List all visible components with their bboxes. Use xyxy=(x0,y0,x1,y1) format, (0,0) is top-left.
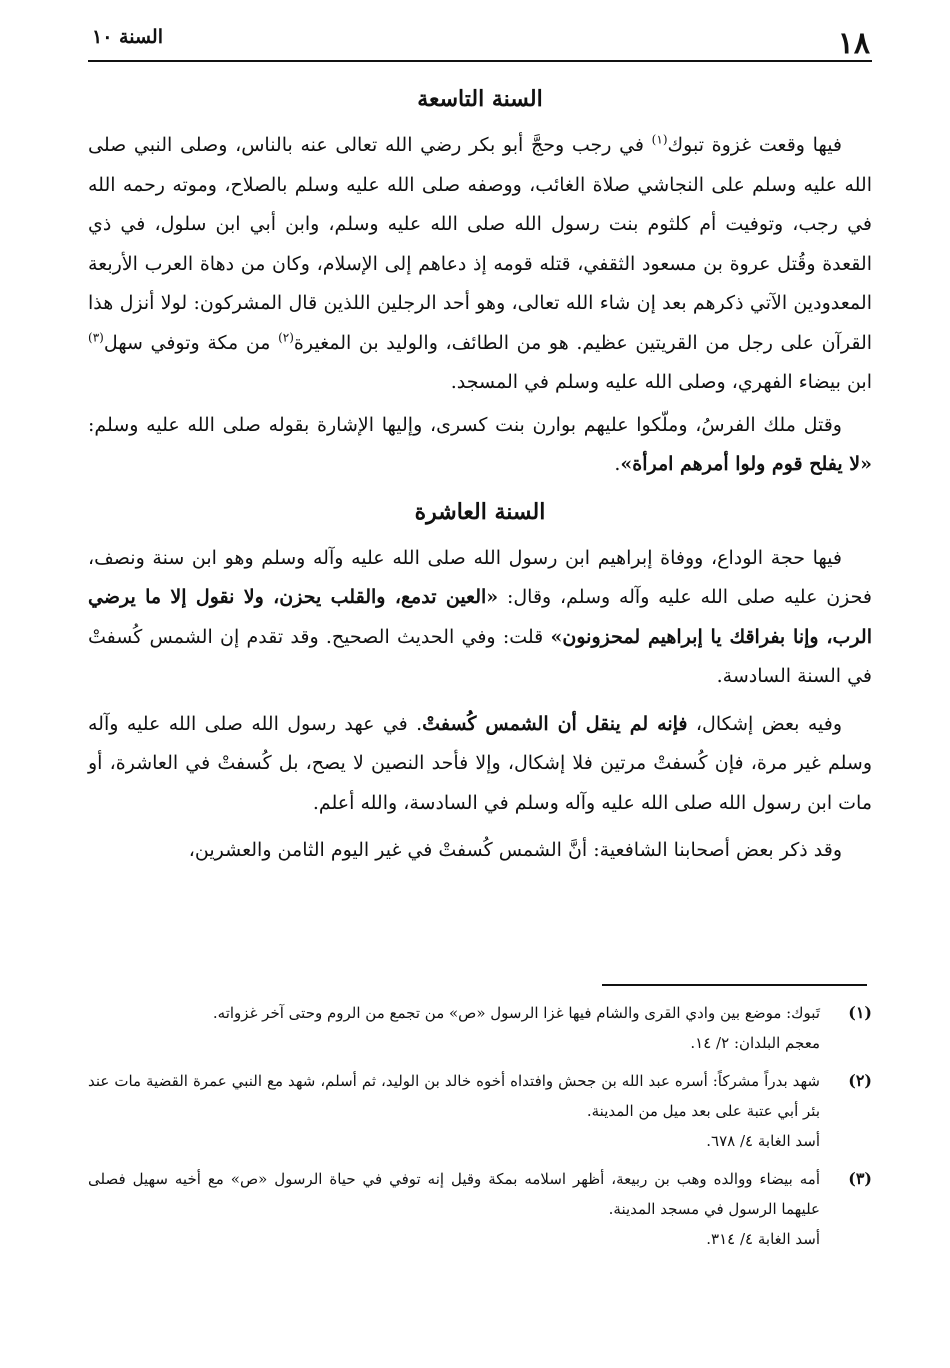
text-run: قلت: وفي الحديث الصحيح. وقد تقدم إن الشمس كُسفتْ في السنة السادسة. xyxy=(88,625,872,687)
footnote-number: (١) xyxy=(848,1003,872,1022)
footnote-source: أسد الغابة ٤/ ٣١٤. xyxy=(706,1230,820,1248)
text-run: من مكة وتوفي سهل xyxy=(103,331,279,354)
text-run: وفيه بعض إشكال، xyxy=(687,712,843,735)
footnote-source: معجم البلدان: ٢/ ١٤. xyxy=(690,1034,820,1052)
footnote-separator xyxy=(602,984,867,986)
running-title: السنة ١٠ xyxy=(92,26,163,48)
footnote-2 xyxy=(88,1066,872,1156)
text-run: ابن بيضاء الفهري، وصلى الله عليه وسلم في المسجد. xyxy=(450,371,872,393)
running-header xyxy=(88,18,872,62)
text-run: فيها وقعت غزوة تبوك xyxy=(667,134,843,156)
main-text xyxy=(88,82,872,874)
footnote-ref[interactable]: (١) xyxy=(651,132,668,147)
footnote-text: أمه بيضاء ووالده وهب بن ربيعة، أظهر اسلامه بمكة وقيل إنه توفي في حياة الرسول «ص» مع أخيه سهيل فصلى عليهما الرسول في مسجد المدينة. xyxy=(88,1170,820,1218)
footnote-source: أسد الغابة ٤/ ٦٧٨. xyxy=(706,1132,820,1150)
section-title-tenth-year: السنة العاشرة xyxy=(414,498,546,525)
paragraph xyxy=(88,406,872,485)
text-run: . xyxy=(614,453,621,475)
paragraph: وقد ذكر بعض أصحابنا الشافعية: أنَّ الشمس كُسفتْ في غير اليوم الثامن والعشرين، xyxy=(188,839,842,861)
hadith-quote: «العين تدمع، والقلب يحزن، ولا نقول إلا ما يرضي الرب، وإنا بفراقك يا إبراهيم لمحزونون» xyxy=(88,586,872,648)
footnotes xyxy=(88,998,872,1262)
page-number: ١٨ xyxy=(837,26,870,61)
text-run: في رجب وحجَّ أبو بكر رضي الله تعالى عنه بالناس، وصلى النبي صلى الله عليه وسلم على النجاشي صلاة الغائب، ووصفه صلى الله عليه وسلم بالصلاح، وموته رحمه الله في رجب، وتوفيت أم كلثوم بنت رسول الله صلى الله عليه وسلم، وابن أبي ابن سلول، في ذي القعدة وقُتل عروة بن مسعود الثقفي، قتله قومه إذ دعاهم إلى الإسلام، وكان من دهاة العرب الأربعة المعدودين الآتي ذكرهم بعد إن شاء الله تعالى، وهو أحد الرجلين اللذين قال المشركون: لولا أنزل هذا القرآن على رجل من القريتين عظيم. هو من الطائف، والوليد بن المغيرة xyxy=(88,134,873,354)
text-run: وقتل ملك الفرسُ، وملّكوا عليهم بوارن بنت كسرى، وإليها الإشارة بقوله صلى الله عليه وسلم: xyxy=(88,413,842,436)
footnote-ref[interactable]: (٣) xyxy=(88,330,104,345)
hadith-quote: «لا يفلح قوم ولوا أمرهم امرأة» xyxy=(620,453,872,475)
footnote-text: تَبوك: موضع بين وادي القرى والشام فيها غزا الرسول «ص» من تجمع من الروم وحتى آخر غزواته. xyxy=(212,1004,820,1022)
section-title-ninth-year: السنة التاسعة xyxy=(417,86,543,112)
footnote-1 xyxy=(88,998,872,1058)
footnote-3 xyxy=(88,1164,872,1254)
text-run: . في عهد رسول الله صلى الله عليه وآله وسلم غير مرة، فإن كُسفتْ مرتين فلا إشكال، وإلا فأحد النصين لا يصح، بل كُسفتْ في العاشرة، أو مات ابن رسول الله صلى الله عليه وآله وسلم في السادسة، والله أعلم. xyxy=(88,712,872,814)
footnote-ref[interactable]: (٢) xyxy=(278,330,294,345)
paragraph xyxy=(88,126,872,403)
paragraph xyxy=(88,539,872,697)
footnote-number: (٣) xyxy=(848,1169,872,1188)
footnote-text: شهد بدراً مشركاً: أسره عبد الله بن جحش وافتداه أخوه خالد بن الوليد، ثم أسلم، شهد مع النبي عمرة القضية مات عند بئر أبي عتبة على بعد ميل من المدينة. xyxy=(88,1072,820,1120)
text-run: فيها حجة الوداع، ووفاة إبراهيم ابن رسول الله صلى الله عليه وآله وسلم وهو ابن سنة ونصف، فحزن عليه صلى الله عليه وآله وسلم، وقال: xyxy=(88,546,872,608)
bold-text: فإنه لم ينقل أن الشمس كُسفتْ xyxy=(422,712,688,735)
paragraph xyxy=(88,705,872,824)
footnote-number: (٢) xyxy=(848,1071,872,1090)
